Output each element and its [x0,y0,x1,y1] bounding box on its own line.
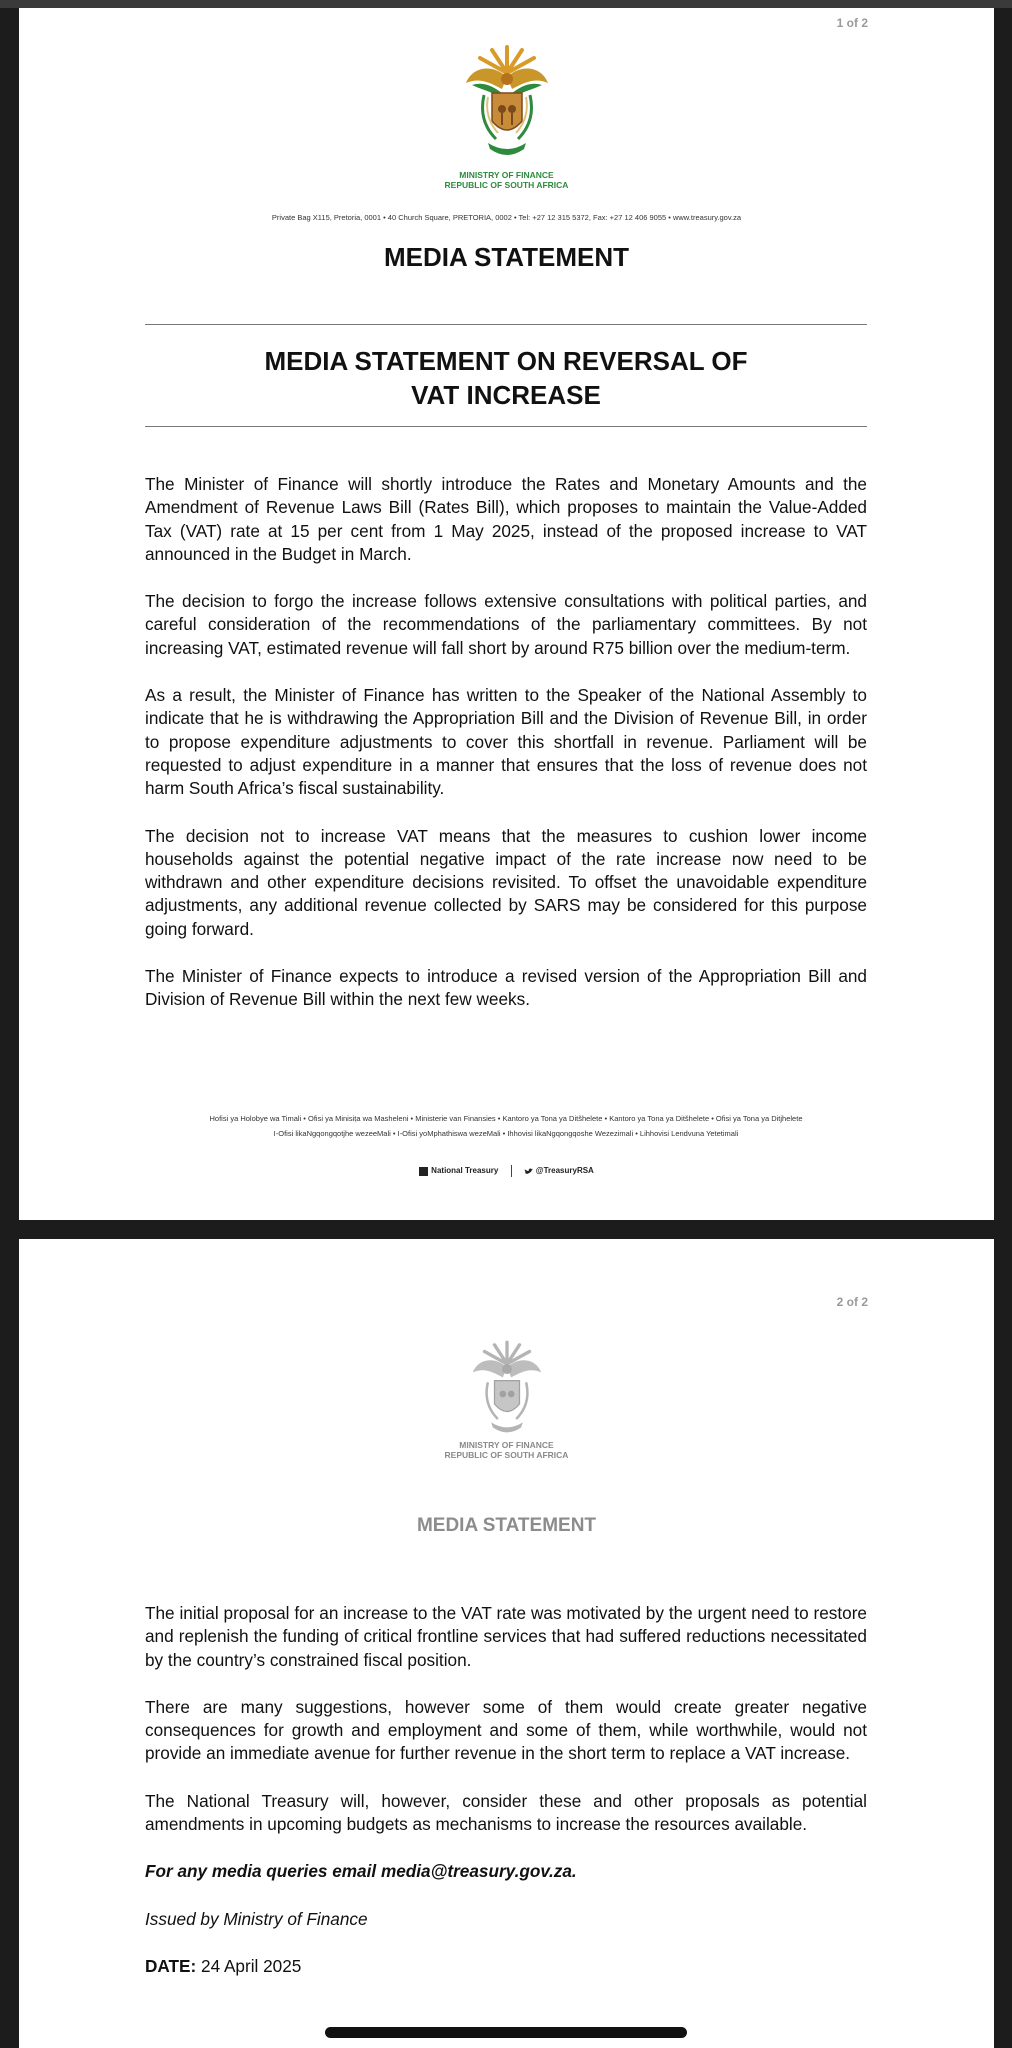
paragraph: As a result, the Minister of Finance has written to the Speaker of the National Assembly to indicate that he is withdrawing the Appropriation Bill and the Division of Revenue Bill, in order to propose expenditure adjustments to cover this shortfall in revenue. Parliament will be requested to adjust expenditure in a manner that ensures that the loss of revenue does not harm South Africa’s fiscal sustainability. [145,685,867,799]
headline-line-2: VAT INCREASE [411,380,601,410]
paragraph: The decision not to increase VAT means that the measures to cushion lower income households against the potential negative impact of the rate increase now need to be withdrawn and other expenditure decisions revisited. To offset the unavoidable expenditure adjustments, any additional revenue collected by SARS may be considered for this purpose going forward. [145,825,867,939]
date-label: DATE: [145,1955,197,1976]
media-queries: For any media queries email media@treasury.gov.za. [145,1861,577,1882]
ministry-line-2: REPUBLIC OF SOUTH AFRICA [444,180,569,190]
statement-body [145,1602,867,2002]
date-line [145,1955,867,1978]
status-bar [0,0,1012,8]
headline [145,344,867,412]
footer-line-1: Hofisi ya Holobye wa Timali • Ofisi ya Minisiṭa wa Masheleni • Ministerie van Finansies • Kantoro ya Tona ya Ditšhelete • Kantoro ya Tona ya Ditšhelete • Ofisi ya Tona ya Ditjhelete [209,1114,803,1123]
document-page-1 [19,8,994,1220]
twitter-link[interactable]: @TreasuryRSA [535,1166,594,1176]
page-number: 2 of 2 [836,1295,868,1309]
separator [511,1165,512,1177]
paragraph: There are many suggestions, however some of them would create greater negative consequences for growth and employment and some of them, while worthwhile, would not provide an immediate avenue for further revenue in the short term to replace a VAT increase. [145,1696,867,1764]
twitter-icon [524,1167,533,1176]
paragraph: The initial proposal for an increase to the VAT rate was motivated by the urgent need to restore and replenish the funding of critical frontline services that had suffered reductions necessitated by the country’s constrained fiscal position. [145,1603,867,1670]
page-number: 1 of 2 [836,16,868,30]
media-statement-label: MEDIA STATEMENT [416,1515,597,1536]
contact-address: Private Bag X115, Pretoria, 0001 • 40 Church Square, PRETORIA, 0002 • Tel: +27 12 315 5372, Fax: +27 12 406 9055 • www.treasury.gov.za [271,213,742,222]
ministry-line-1: MINISTRY OF FINANCE [459,170,554,180]
paragraph: The Minister of Finance will shortly introduce the Rates and Monetary Amounts and the Amendment of Revenue Laws Bill (Rates Bill), which proposes to maintain the Value-Added Tax (VAT) rate at 15 per cent from 1 May 2025, instead of the proposed increase to VAT announced in the Budget in March. [145,474,867,564]
facebook-icon [419,1167,428,1176]
headline-line-1: MEDIA STATEMENT ON REVERSAL OF [264,346,748,376]
coat-of-arms-icon [469,1339,545,1439]
media-statement-label: MEDIA STATEMENT [383,242,630,272]
coat-of-arms-icon [462,43,552,163]
paragraph: The National Treasury will, however, consider these and other proposals as potential amendments in upcoming budgets as mechanisms to increase the resources available. [145,1790,867,1835]
facebook-link[interactable]: National Treasury [431,1166,499,1176]
ministry-line-1: MINISTRY OF FINANCE [459,1440,554,1450]
statement-body [145,473,867,1036]
home-indicator[interactable] [325,2027,687,2038]
social-links [19,1165,994,1177]
paragraph: The Minister of Finance expects to introduce a revised version of the Appropriation Bill and Division of Revenue Bill within the next few weeks. [145,966,867,1010]
ministry-name [19,1440,994,1460]
ministry-line-2: REPUBLIC OF SOUTH AFRICA [444,1450,569,1460]
languages-footer [145,1111,867,1141]
issued-by: Issued by Ministry of Finance [145,1908,368,1929]
document-page-2 [19,1239,994,2048]
ministry-name [19,170,994,190]
paragraph: The decision to forgo the increase follows extensive consultations with political parties, and careful consideration of the recommendations of the parliamentary committees. By not increasing VAT, estimated revenue will fall short by around R75 billion over the medium-term. [145,591,867,658]
divider [145,426,867,427]
divider [145,324,867,325]
footer-line-2: I-Ofisi likaNgqongqotjhe wezeeMali • I-Ofisi yoMphathiswa wezeMali • Ihhovisi likaNgqongqoshe Wezezimali • Lihhovisi Lendvuna Yetetimali [273,1129,739,1138]
date-value: 24 April 2025 [201,1955,302,1976]
